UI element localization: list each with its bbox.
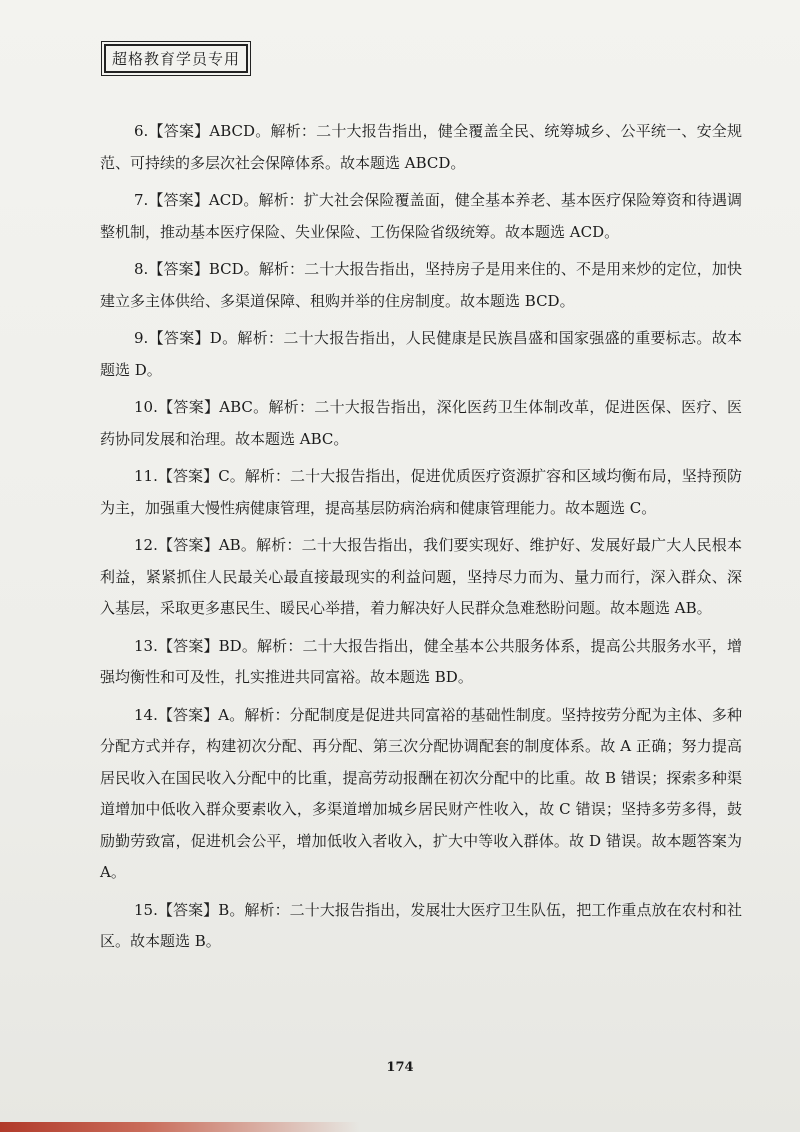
answer-item-15: 15.【答案】B。解析：二十大报告指出，发展壮大医疗卫生队伍，把工作重点放在农村和社区。故本题选 B。 [100, 900, 742, 950]
page-edge-decoration [0, 1122, 800, 1132]
answer-item-6: 6.【答案】ABCD。解析：二十大报告指出，健全覆盖全民、统筹城乡、公平统一、安全规范、可持续的多层次社会保障体系。故本题选 ABCD。 [100, 122, 742, 172]
answer-item-12: 12.【答案】AB。解析：二十大报告指出，我们要实现好、维护好、发展好最广大人民根本利益，紧紧抓住人民最关心最直接最现实的利益问题，坚持尽力而为、量力而行，深入群众、深入基层，采取更多惠民生、暖民心举措，着力解决好人民群众急难愁盼问题。故本题选 AB。 [100, 536, 742, 617]
answer-item-9: 9.【答案】D。解析：二十大报告指出，人民健康是民族昌盛和国家强盛的重要标志。故本题选 D。 [100, 329, 742, 379]
answer-item-14: 14.【答案】A。解析：分配制度是促进共同富裕的基础性制度。坚持按劳分配为主体、多种分配方式并存，构建初次分配、再分配、第三次分配协调配套的制度体系。故 A 正确；努力提高居民收入在国民收入分配中的比重，提高劳动报酬在初次分配中的比重。故 B 错误；探索多种渠道增加中低收入群众要素收入，多渠道增加城乡居民财产性收入，故 C 错误；坚持多劳多得，鼓励勤劳致富，促进机会公平，增加低收入者收入，扩大中等收入群体。故 D 错误。故本题答案为 A。 [100, 705, 742, 881]
header-stamp: 超格教育学员专用 [104, 44, 248, 73]
answer-item-11: 11.【答案】C。解析：二十大报告指出，促进优质医疗资源扩容和区域均衡布局，坚持预防为主，加强重大慢性病健康管理，提高基层防病治病和健康管理能力。故本题选 C。 [100, 467, 742, 517]
answer-item-10: 10.【答案】ABC。解析：二十大报告指出，深化医药卫生体制改革，促进医保、医疗、医药协同发展和治理。故本题选 ABC。 [100, 398, 742, 448]
page-number: 174 [386, 1060, 414, 1075]
answer-item-8: 8.【答案】BCD。解析：二十大报告指出，坚持房子是用来住的、不是用来炒的定位，加快建立多主体供给、多渠道保障、租购并举的住房制度。故本题选 BCD。 [100, 260, 742, 310]
answer-list [100, 116, 742, 964]
answer-item-13: 13.【答案】BD。解析：二十大报告指出，健全基本公共服务体系，提高公共服务水平，增强均衡性和可及性，扎实推进共同富裕。故本题选 BD。 [100, 636, 742, 686]
answer-item-7: 7.【答案】ACD。解析：扩大社会保险覆盖面，健全基本养老、基本医疗保险筹资和待遇调整机制，推动基本医疗保险、失业保险、工伤保险省级统筹。故本题选 ACD。 [100, 191, 742, 241]
